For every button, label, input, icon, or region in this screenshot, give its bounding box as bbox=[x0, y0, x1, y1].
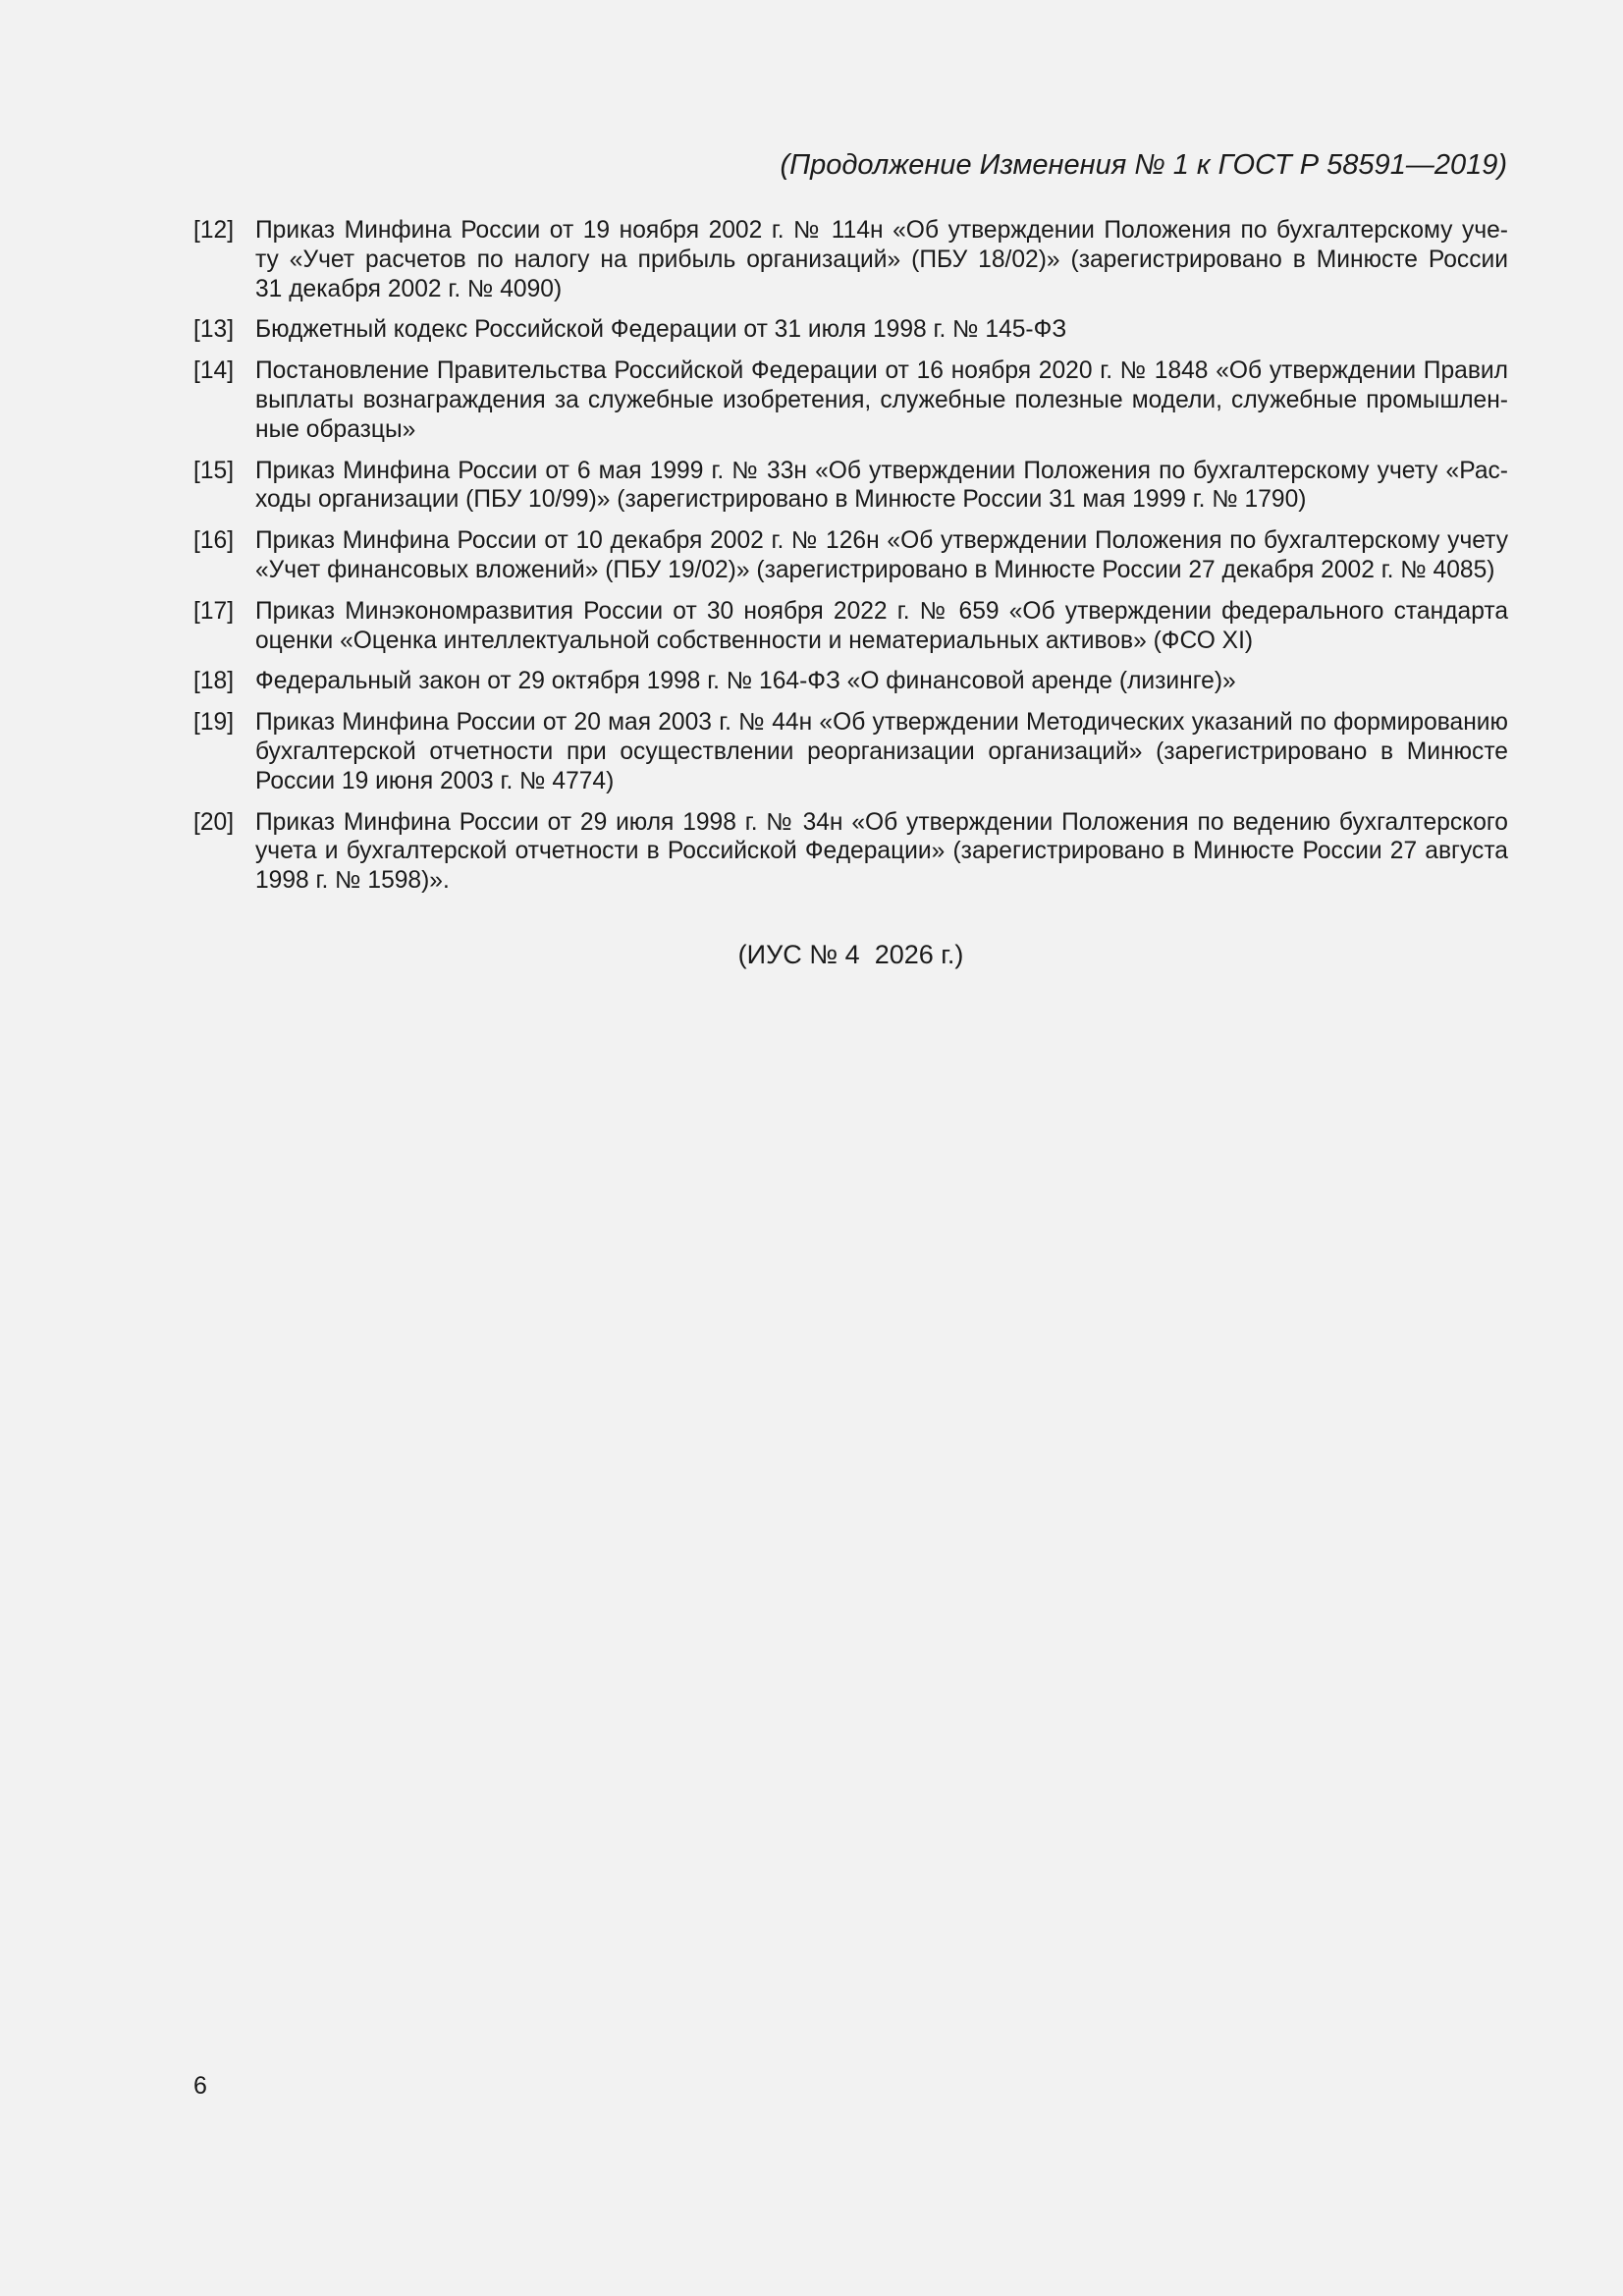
reference-item bbox=[193, 356, 1508, 444]
reference-line: Приказ Минфина России от 20 мая 2003 г. № 44н «Об утверждении Методических указаний по формированию bbox=[255, 709, 1508, 737]
reference-item bbox=[193, 808, 1508, 896]
reference-item bbox=[193, 526, 1508, 585]
ius-note: (ИУС № 4 2026 г.) bbox=[737, 940, 964, 969]
reference-item bbox=[193, 708, 1508, 795]
reference-number: [18] bbox=[193, 668, 235, 695]
reference-line: ту «Учет расчетов по налогу на прибыль организаций» (ПБУ 18/02)» (зарегистрировано в Минюсте России bbox=[255, 246, 1508, 273]
reference-line: Постановление Правительства Российской Федерации от 16 ноября 2020 г. № 1848 «Об утверждении Правил bbox=[255, 357, 1508, 385]
reference-number: [14] bbox=[193, 357, 235, 385]
reference-number: [15] bbox=[193, 457, 235, 484]
reference-text bbox=[255, 526, 1508, 585]
reference-text bbox=[255, 457, 1508, 516]
reference-line: России 19 июня 2003 г. № 4774) bbox=[255, 767, 615, 794]
reference-line: выплаты вознаграждения за служебные изобретения, служебные полезные модели, служебные промышлен- bbox=[255, 386, 1508, 413]
reference-text bbox=[255, 808, 1508, 896]
reference-number: [13] bbox=[193, 316, 235, 344]
reference-text bbox=[255, 356, 1508, 444]
reference-line: Приказ Минфина России от 6 мая 1999 г. № 33н «Об утверждении Положения по бухгалтерскому учету «Рас- bbox=[255, 457, 1508, 484]
reference-line: ные образцы» bbox=[255, 415, 416, 443]
reference-number: [19] bbox=[193, 709, 235, 737]
reference-line: оценки «Оценка интеллектуальной собственности и нематериальных активов» (ФСО XI) bbox=[255, 627, 1254, 654]
reference-line: Бюджетный кодекс Российской Федерации от 31 июля 1998 г. № 145-ФЗ bbox=[255, 316, 1067, 344]
reference-item bbox=[193, 667, 1508, 696]
reference-item bbox=[193, 315, 1508, 345]
reference-text bbox=[255, 315, 1508, 345]
reference-text bbox=[255, 708, 1508, 795]
reference-text bbox=[255, 597, 1508, 656]
reference-line: бухгалтерской отчетности при осуществлении реорганизации организаций» (зарегистрировано в Минюсте bbox=[255, 738, 1508, 765]
reference-line: Приказ Минэкономразвития России от 30 ноября 2022 г. № 659 «Об утверждении федерального стандарта bbox=[255, 597, 1508, 625]
reference-line: учета и бухгалтерской отчетности в Российской Федерации» (зарегистрировано в Минюсте России 27 августа bbox=[255, 838, 1508, 865]
reference-line: Приказ Минфина России от 10 декабря 2002 г. № 126н «Об утверждении Положения по бухгалтерскому учету bbox=[255, 527, 1508, 555]
reference-line: «Учет финансовых вложений» (ПБУ 19/02)» (зарегистрировано в Минюсте России 27 декабря 2002 г. № 4085) bbox=[255, 556, 1495, 583]
reference-line: ходы организации (ПБУ 10/99)» (зарегистрировано в Минюсте России 31 мая 1999 г. № 1790) bbox=[255, 486, 1307, 514]
reference-number: [12] bbox=[193, 217, 235, 244]
page-number: 6 bbox=[193, 2072, 207, 2100]
reference-line: Приказ Минфина России от 19 ноября 2002 г. № 114н «Об утверждении Положения по бухгалтерскому уче- bbox=[255, 217, 1508, 244]
reference-line: 1998 г. № 1598)». bbox=[255, 867, 450, 895]
reference-line: Приказ Минфина России от 29 июля 1998 г. № 34н «Об утверждении Положения по ведению бухгалтерского bbox=[255, 808, 1508, 836]
reference-number: [20] bbox=[193, 808, 235, 836]
continuation-header: (Продолжение Изменения № 1 к ГОСТ Р 58591—2019) bbox=[780, 149, 1507, 181]
reference-line: 31 декабря 2002 г. № 4090) bbox=[255, 275, 563, 302]
reference-text bbox=[255, 216, 1508, 303]
reference-text bbox=[255, 667, 1508, 696]
reference-line: Федеральный закон от 29 октября 1998 г. № 164-ФЗ «О финансовой аренде (лизинге)» bbox=[255, 668, 1236, 695]
reference-item bbox=[193, 216, 1508, 303]
reference-item bbox=[193, 457, 1508, 516]
references-list bbox=[193, 216, 1508, 907]
reference-number: [16] bbox=[193, 527, 235, 555]
reference-number: [17] bbox=[193, 597, 235, 625]
reference-item bbox=[193, 597, 1508, 656]
